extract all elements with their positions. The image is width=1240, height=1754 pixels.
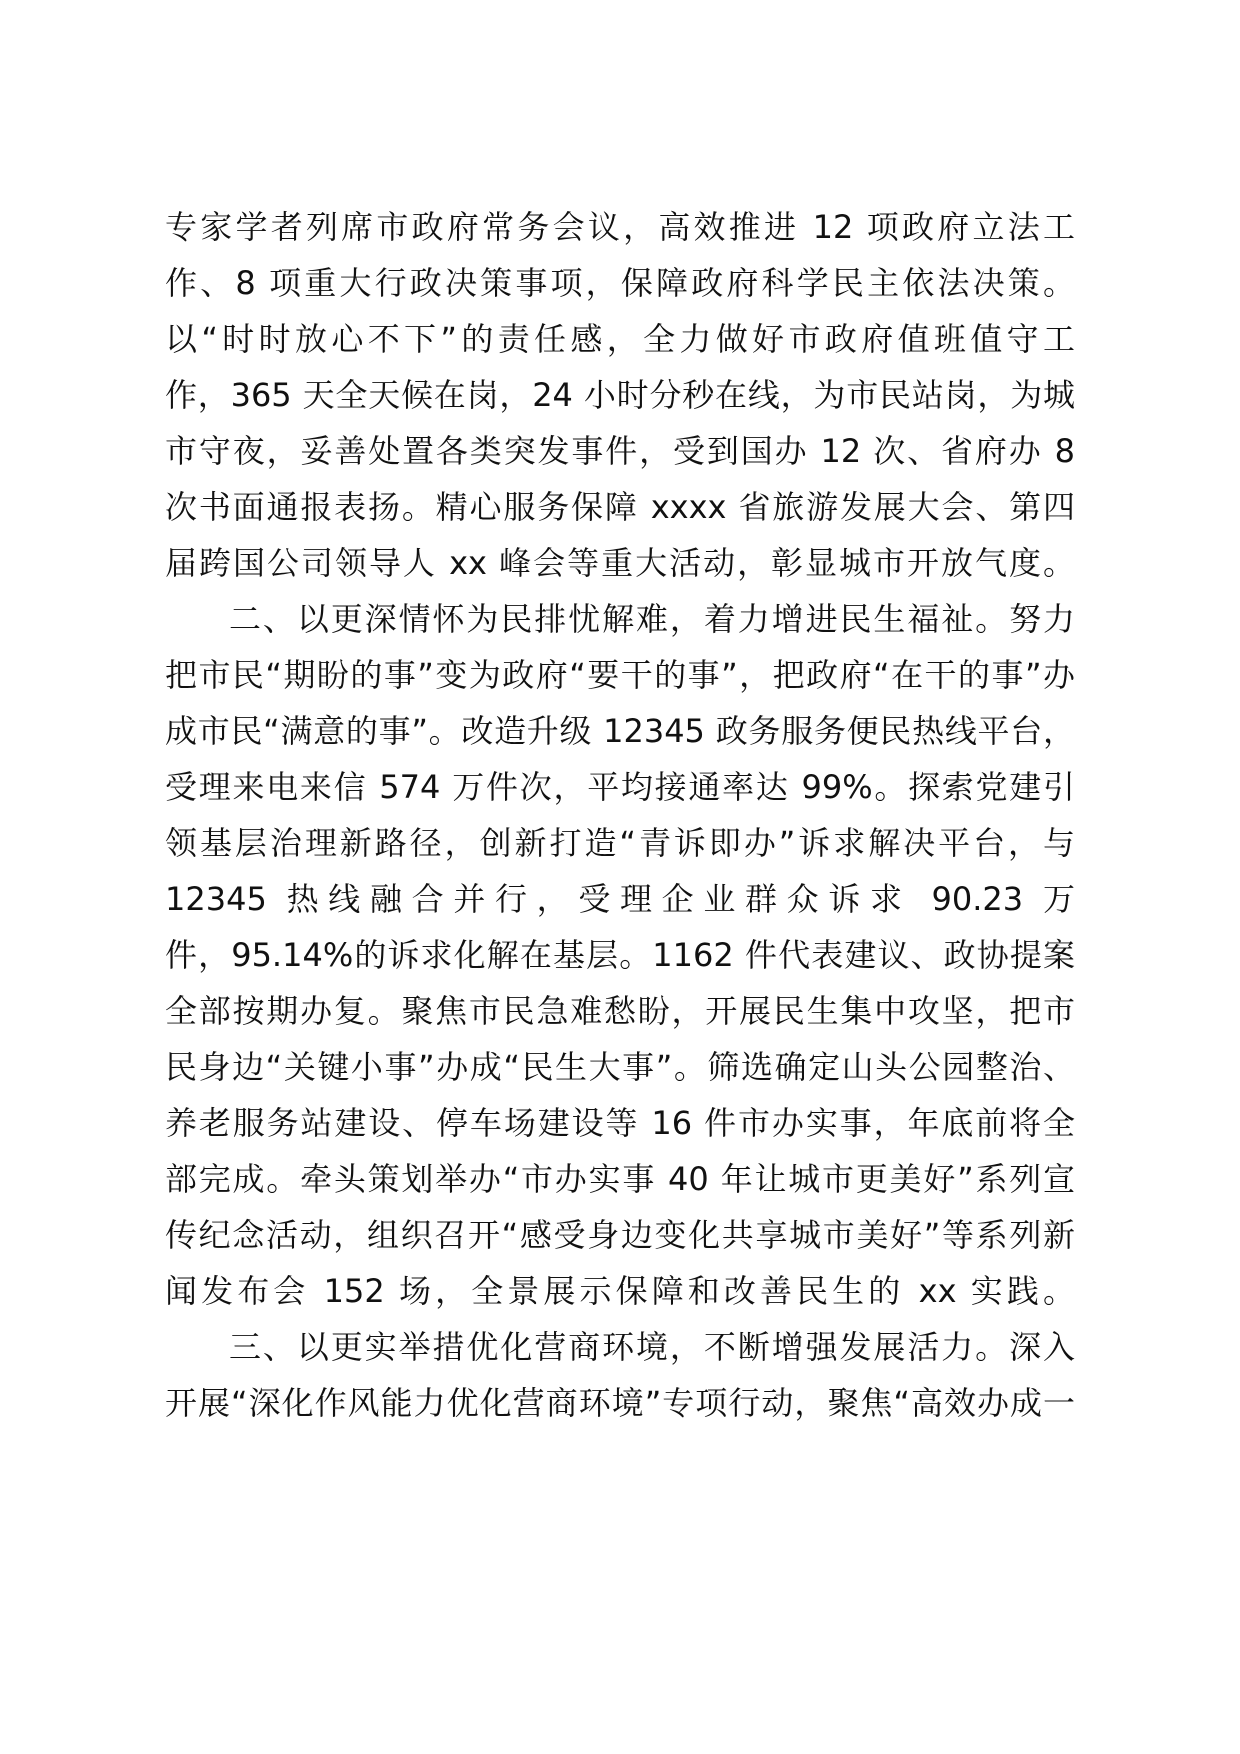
text-line: 作，365 天全天候在岗，24 小时分秒在线，为市民站岗，为城: [165, 376, 1075, 414]
text-line: 专家学者列席市政府常务会议，高效推进 12 项政府立法工: [165, 208, 1075, 246]
text-line: 把市民“期盼的事”变为政府“要干的事”，把政府“在干的事”办: [165, 656, 1075, 694]
text-line: 传纪念活动，组织召开“感受身边变化共享城市美好”等系列新: [165, 1216, 1075, 1254]
text-line: 养老服务站建设、停车场建设等 16 件市办实事，年底前将全: [165, 1104, 1075, 1142]
text-line: 民身边“关键小事”办成“民生大事”。筛选确定山头公园整治、: [165, 1048, 1075, 1086]
section-heading-line: 二、以更深情怀为民排忧解难，着力增进民生福祉。努力: [229, 600, 1075, 638]
text-line: 受理来电来信 574 万件次，平均接通率达 99%。探索党建引: [165, 768, 1075, 806]
text-line: 届跨国公司领导人 xx 峰会等重大活动，彰显城市开放气度。: [165, 544, 1075, 582]
text-line: 件，95.14%的诉求化解在基层。1162 件代表建议、政协提案: [165, 936, 1075, 974]
text-line: 作、8 项重大行政决策事项，保障政府科学民主依法决策。: [165, 264, 1075, 302]
section-heading-line: 三、以更实举措优化营商环境，不断增强发展活力。深入: [229, 1328, 1075, 1366]
text-line: 全部按期办复。聚焦市民急难愁盼，开展民生集中攻坚，把市: [165, 992, 1075, 1030]
text-line: 12345 热线融合并行，受理企业群众诉求 90.23 万: [165, 880, 1075, 918]
text-line: 部完成。牵头策划举办“市办实事 40 年让城市更美好”系列宣: [165, 1160, 1075, 1198]
text-line: 以“时时放心不下”的责任感，全力做好市政府值班值守工: [165, 320, 1075, 358]
text-line: 成市民“满意的事”。改造升级 12345 政务服务便民热线平台，: [165, 712, 1075, 750]
text-line: 次书面通报表扬。精心服务保障 xxxx 省旅游发展大会、第四: [165, 488, 1075, 526]
text-line: 市守夜，妥善处置各类突发事件，受到国办 12 次、省府办 8: [165, 432, 1075, 470]
text-line: 闻发布会 152 场，全景展示保障和改善民生的 xx 实践。: [165, 1272, 1075, 1310]
text-line: 领基层治理新路径，创新打造“青诉即办”诉求解决平台，与: [165, 824, 1075, 862]
text-line: 开展“深化作风能力优化营商环境”专项行动，聚焦“高效办成一: [165, 1384, 1075, 1422]
